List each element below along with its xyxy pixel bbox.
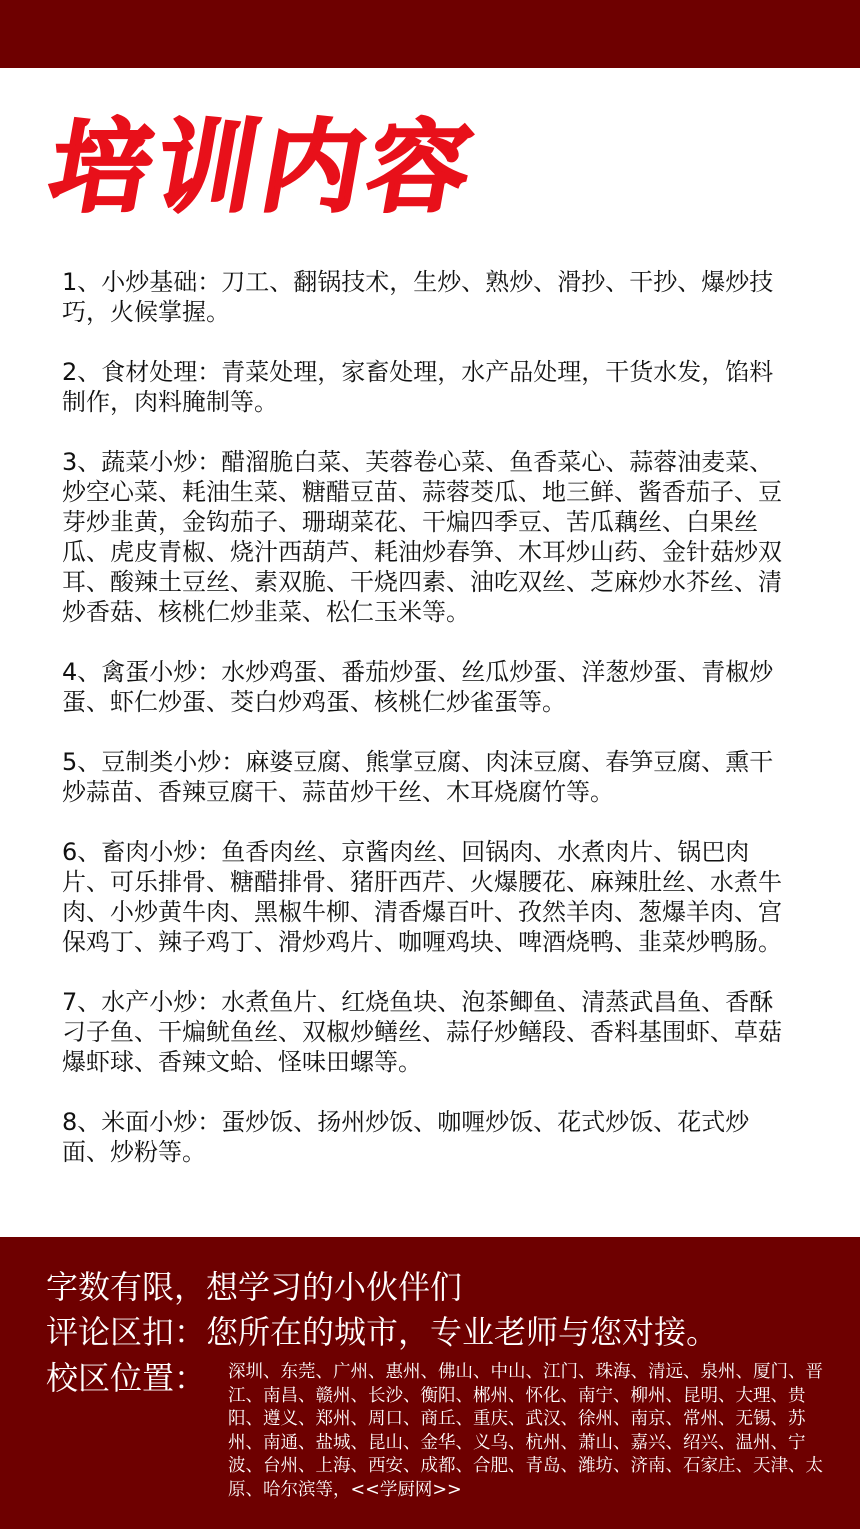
section-vegetable-stir-fry: 3、蔬菜小炒：醋溜脆白菜、芙蓉卷心菜、鱼香菜心、蒜蓉油麦菜、炒空心菜、耗油生菜、糖醋豆苗、蒜蓉茭瓜、地三鲜、酱香茄子、豆芽炒韭黄，金钩茄子、珊瑚菜花、干煸四季豆、苦瓜藕丝、白果丝瓜、虎皮青椒、烧汁西葫芦、耗油炒春笋、木耳炒山药、金针菇炒双耳、酸辣土豆丝、素双脆、干烧四素、油吃双丝、芝麻炒水芥丝、清炒香菇、核桃仁炒韭菜、松仁玉米等。	[62, 448, 782, 626]
section-meat-stir-fry: 6、畜肉小炒：鱼香肉丝、京酱肉丝、回锅肉、水煮肉片、锅巴肉片、可乐排骨、糖醋排骨、猪肝西芹、火爆腰花、麻辣肚丝、水煮牛肉、小炒黄牛肉、黑椒牛柳、清香爆百叶、孜然羊肉、葱爆羊肉、宫保鸡丁、辣子鸡丁、滑炒鸡片、咖喱鸡块、啤酒烧鸭、韭菜炒鸭肠。	[62, 838, 782, 956]
section-rice-noodle-stir-fry: 8、米面小炒：蛋炒饭、扬州炒饭、咖喱炒饭、花式炒饭、花式炒面、炒粉等。	[62, 1108, 750, 1166]
campus-location-label: 校区位置：	[46, 1359, 207, 1397]
section-seafood-stir-fry: 7、水产小炒：水煮鱼片、红烧鱼块、泡茶鲫鱼、清蒸武昌鱼、香酥刁子鱼、干煸鱿鱼丝、双椒炒鳝丝、蒜仔炒鳝段、香料基围虾、草菇爆虾球、香辣文蛤、怪味田螺等。	[62, 988, 782, 1076]
footer-notice-line1: 字数有限，想学习的小伙伴们	[46, 1268, 463, 1306]
section-tofu-stir-fry: 5、豆制类小炒：麻婆豆腐、熊掌豆腐、肉沫豆腐、春笋豆腐、熏干炒蒜苗、香辣豆腐干、蒜苗炒干丝、木耳烧腐竹等。	[62, 748, 774, 806]
section-ingredient-processing: 2、食材处理：青菜处理，家畜处理，水产品处理，干货水发，馅料制作，肉料腌制等。	[62, 358, 774, 416]
section-basics: 1、小炒基础：刀工、翻锅技术，生炒、熟炒、滑抄、干抄、爆炒技巧，火候掌握。	[62, 268, 774, 326]
campus-location-list: 深圳、东莞、广州、惠州、佛山、中山、江门、珠海、清远、泉州、厦门、晋江、南昌、赣州、长沙、衡阳、郴州、怀化、南宁、柳州、昆明、大理、贵阳、遵义、郑州、周口、商丘、重庆、武汉、徐州、南京、常州、无锡、苏州、南通、盐城、昆山、金华、义乌、杭州、萧山、嘉兴、绍兴、温州、宁波、台州、上海、西安、成都、合肥、青岛、潍坊、济南、石家庄、天津、太原、哈尔滨等，<<学厨网>>	[228, 1362, 823, 1500]
top-banner	[0, 0, 860, 68]
section-egg-stir-fry: 4、禽蛋小炒：水炒鸡蛋、番茄炒蛋、丝瓜炒蛋、洋葱炒蛋、青椒炒蛋、虾仁炒蛋、茭白炒鸡蛋、核桃仁炒雀蛋等。	[62, 658, 774, 716]
course-content	[62, 267, 792, 1197]
page-title: 培训内容	[41, 109, 486, 226]
footer-notice-line2: 评论区扣：您所在的城市，专业老师与您对接。	[46, 1313, 719, 1351]
